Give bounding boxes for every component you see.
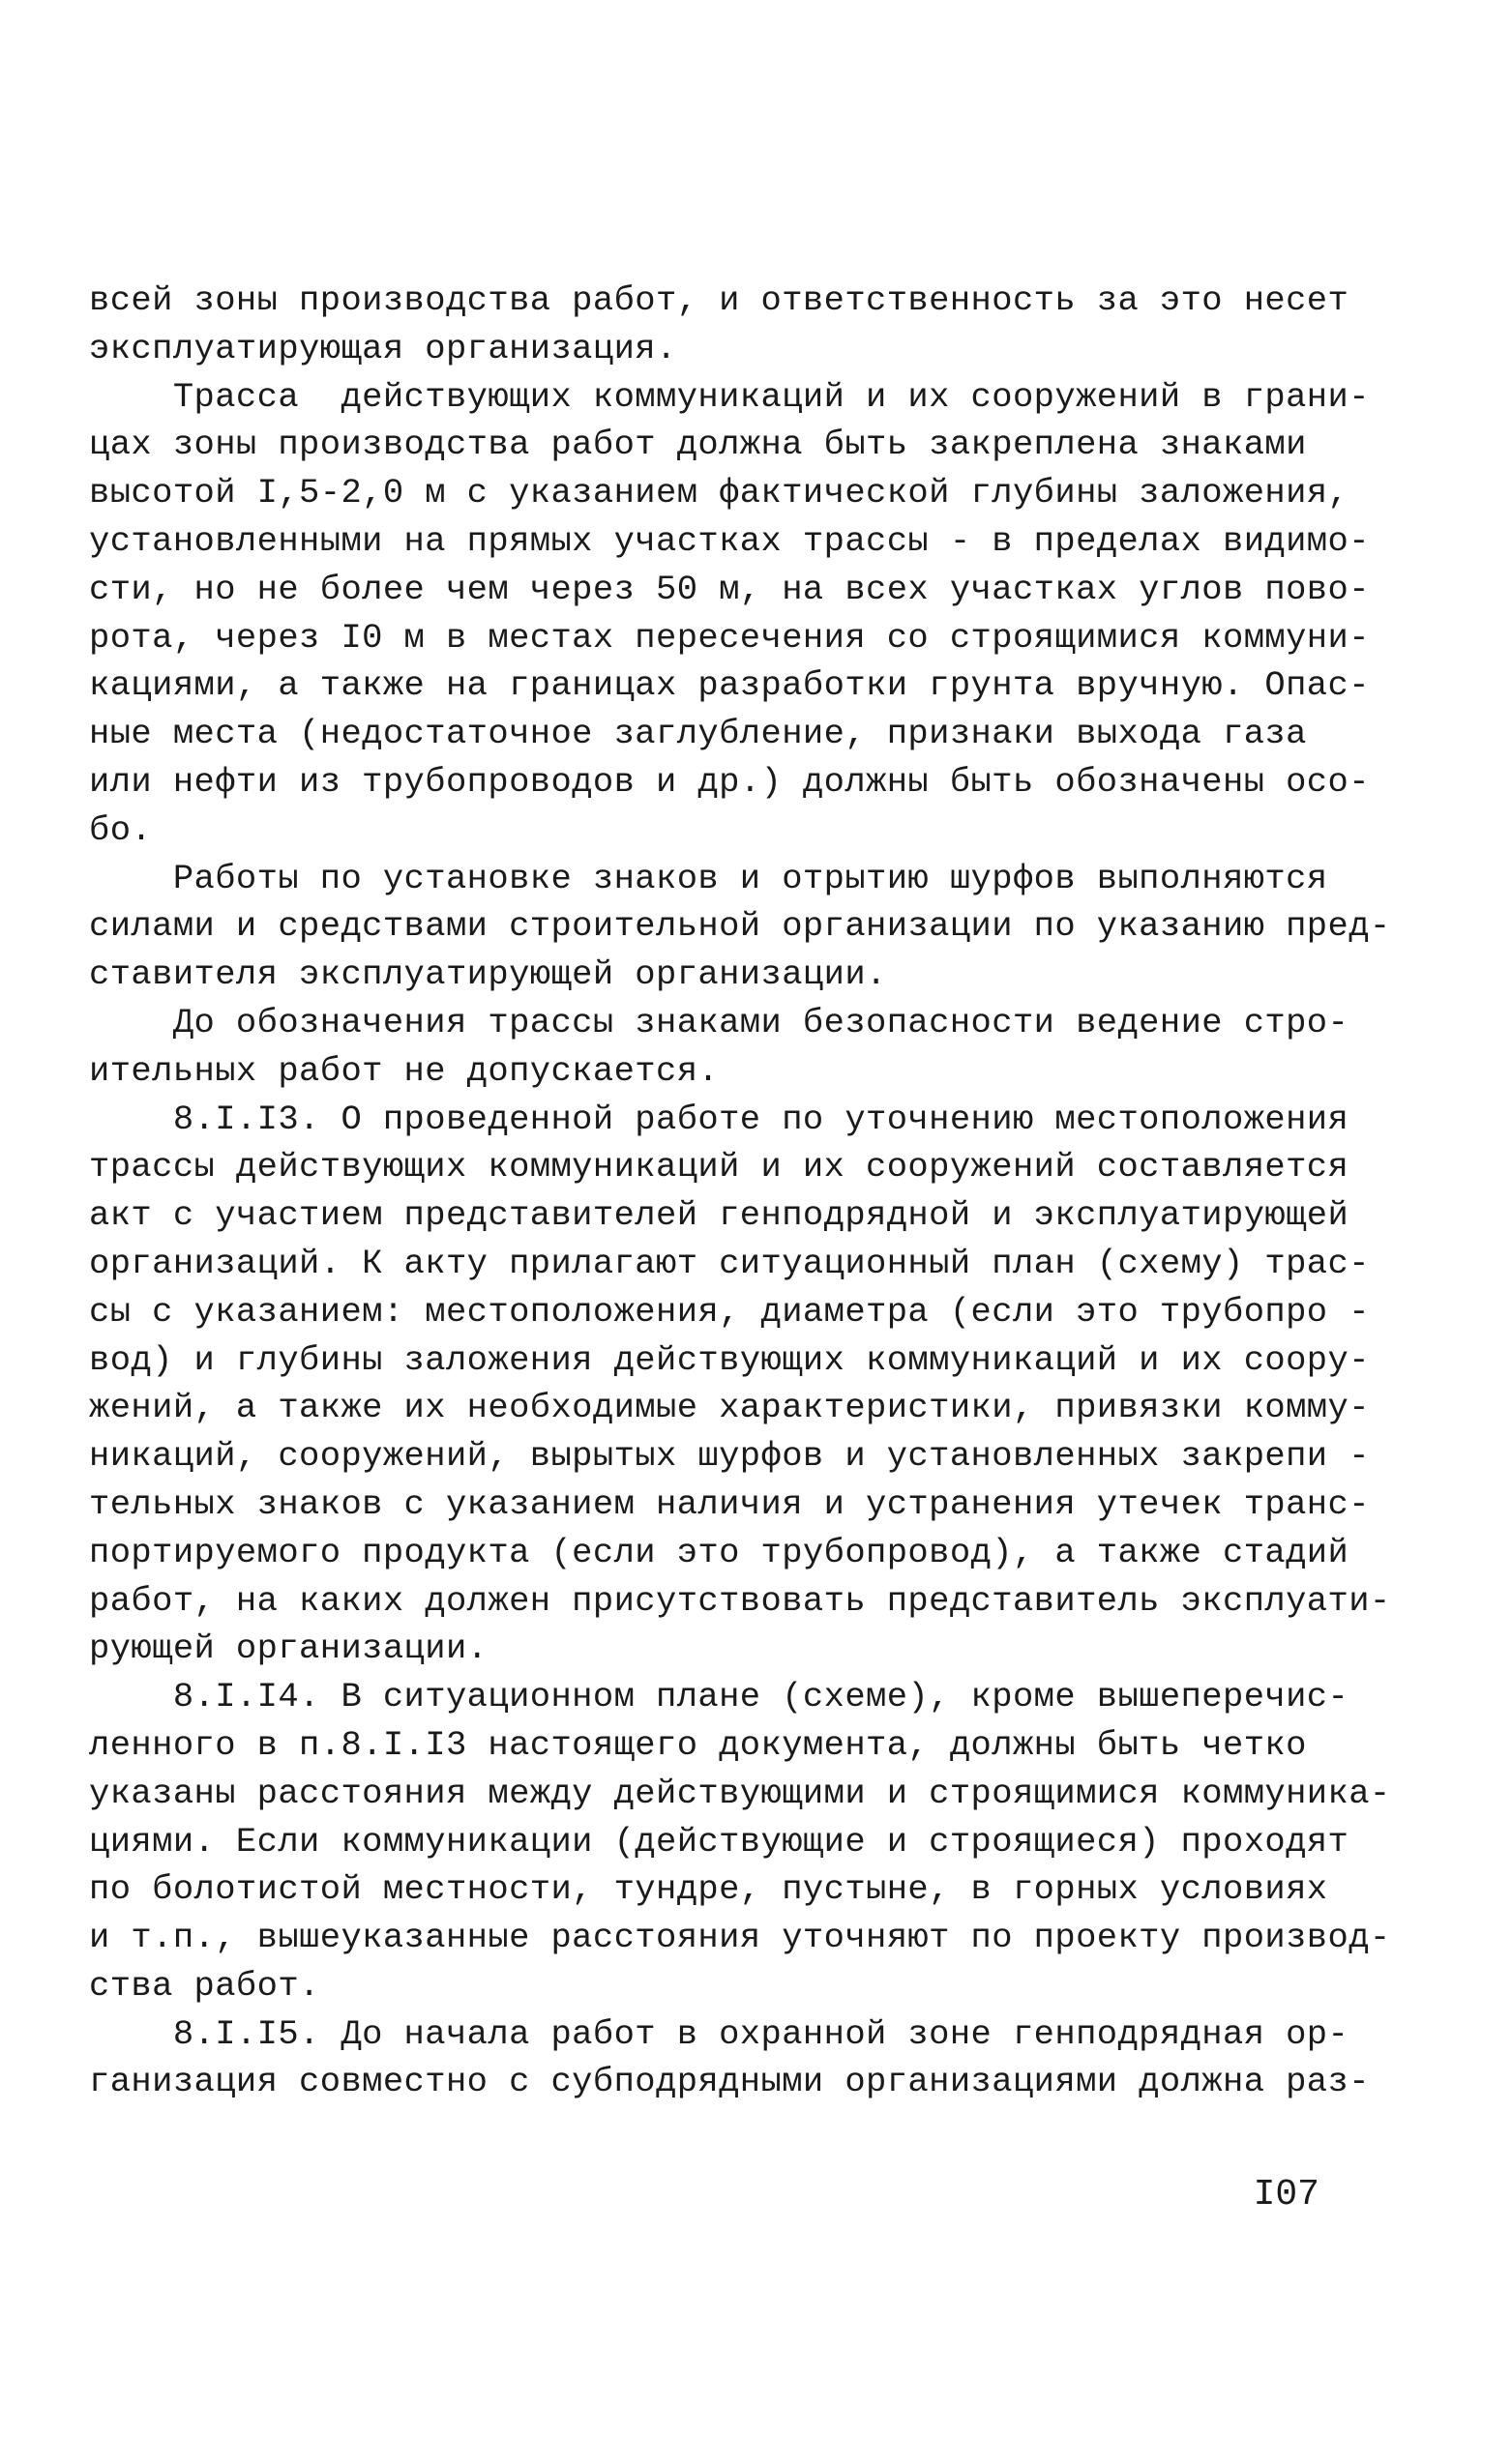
text-line: циями. Если коммуникации (действующие и строящиеся) проходят <box>89 1821 1349 1862</box>
text-line: ленного в п.8.I.I3 настоящего документа, должны быть четко <box>89 1724 1307 1765</box>
text-line: 8.I.I4. В ситуационном плане (схеме), кроме вышеперечис- <box>89 1677 1349 1717</box>
text-line: указаны расстояния между действующими и строящимися коммуника- <box>89 1773 1391 1813</box>
text-line: сы с указанием: местоположения, диаметра (если это трубопро - <box>89 1291 1370 1332</box>
text-line: ительных работ не допускается. <box>89 1050 720 1091</box>
text-line: бо. <box>89 809 153 850</box>
text-line: Работы по установке знаков и отрытию шурфов выполняются <box>89 858 1328 898</box>
text-line: работ, на каких должен присутствовать представитель эксплуати- <box>89 1580 1391 1621</box>
text-line: ганизация совместно с субподрядными организациями должна раз- <box>89 2062 1370 2102</box>
text-line: эксплуатирующая организация. <box>89 328 677 368</box>
text-line: установленными на прямых участках трассы - в пределах видимо- <box>89 520 1370 561</box>
body-text <box>89 277 1391 2106</box>
text-line: силами и средствами строительной организации по указанию пред- <box>89 906 1391 947</box>
text-line: и т.п., вышеуказанные расстояния уточняют по проекту производ- <box>89 1918 1391 1958</box>
text-line: портируемого продукта (если это трубопровод), а также стадий <box>89 1532 1349 1572</box>
text-line: вод) и глубины заложения действующих коммуникаций и их соору- <box>89 1339 1370 1380</box>
text-line: цах зоны производства работ должна быть закреплена знаками <box>89 425 1307 465</box>
text-line: по болотистой местности, тундре, пустыне, в горных условиях <box>89 1869 1328 1910</box>
text-line: акт с участием представителей генподрядной и эксплуатирующей <box>89 1195 1349 1236</box>
text-line: рота, через I0 м в местах пересечения со строящимися коммуни- <box>89 617 1370 658</box>
text-line: тельных знаков с указанием наличия и устранения утечек транс- <box>89 1483 1370 1524</box>
page-number: I07 <box>1253 2174 1319 2215</box>
text-line: ные места (недостаточное заглубление, признаки выхода газа <box>89 714 1307 754</box>
text-line: До обозначения трассы знаками безопасности ведение стро- <box>89 1002 1349 1042</box>
text-line: Трасса действующих коммуникаций и их сооружений в грани- <box>89 376 1370 417</box>
text-line: сти, но не более чем через 50 м, на всех участках углов пово- <box>89 569 1370 609</box>
text-line: рующей организации. <box>89 1628 489 1669</box>
text-line: никаций, сооружений, вырытых шурфов и установленных закрепи - <box>89 1436 1370 1477</box>
text-line: 8.I.I3. О проведенной работе по уточнению местоположения <box>89 1099 1349 1139</box>
text-line: ства работ. <box>89 1965 320 2006</box>
text-line: организаций. К акту прилагают ситуационный план (схему) трас- <box>89 1243 1370 1283</box>
text-line: кациями, а также на границах разработки грунта вручную. Опас- <box>89 665 1370 706</box>
text-line: высотой I,5-2,0 м с указанием фактической глубины заложения, <box>89 473 1349 513</box>
text-line: трассы действующих коммуникаций и их сооружений составляется <box>89 1147 1349 1188</box>
text-line: 8.I.I5. До начала работ в охранной зоне генподрядная ор- <box>89 2013 1349 2054</box>
text-line: жений, а также их необходимые характеристики, привязки комму- <box>89 1388 1370 1428</box>
text-line: ставителя эксплуатирующей организации. <box>89 954 887 995</box>
text-line: или нефти из трубопроводов и др.) должны быть обозначены осо- <box>89 761 1370 802</box>
text-line: всей зоны производства работ, и ответственность за это несет <box>89 280 1349 320</box>
